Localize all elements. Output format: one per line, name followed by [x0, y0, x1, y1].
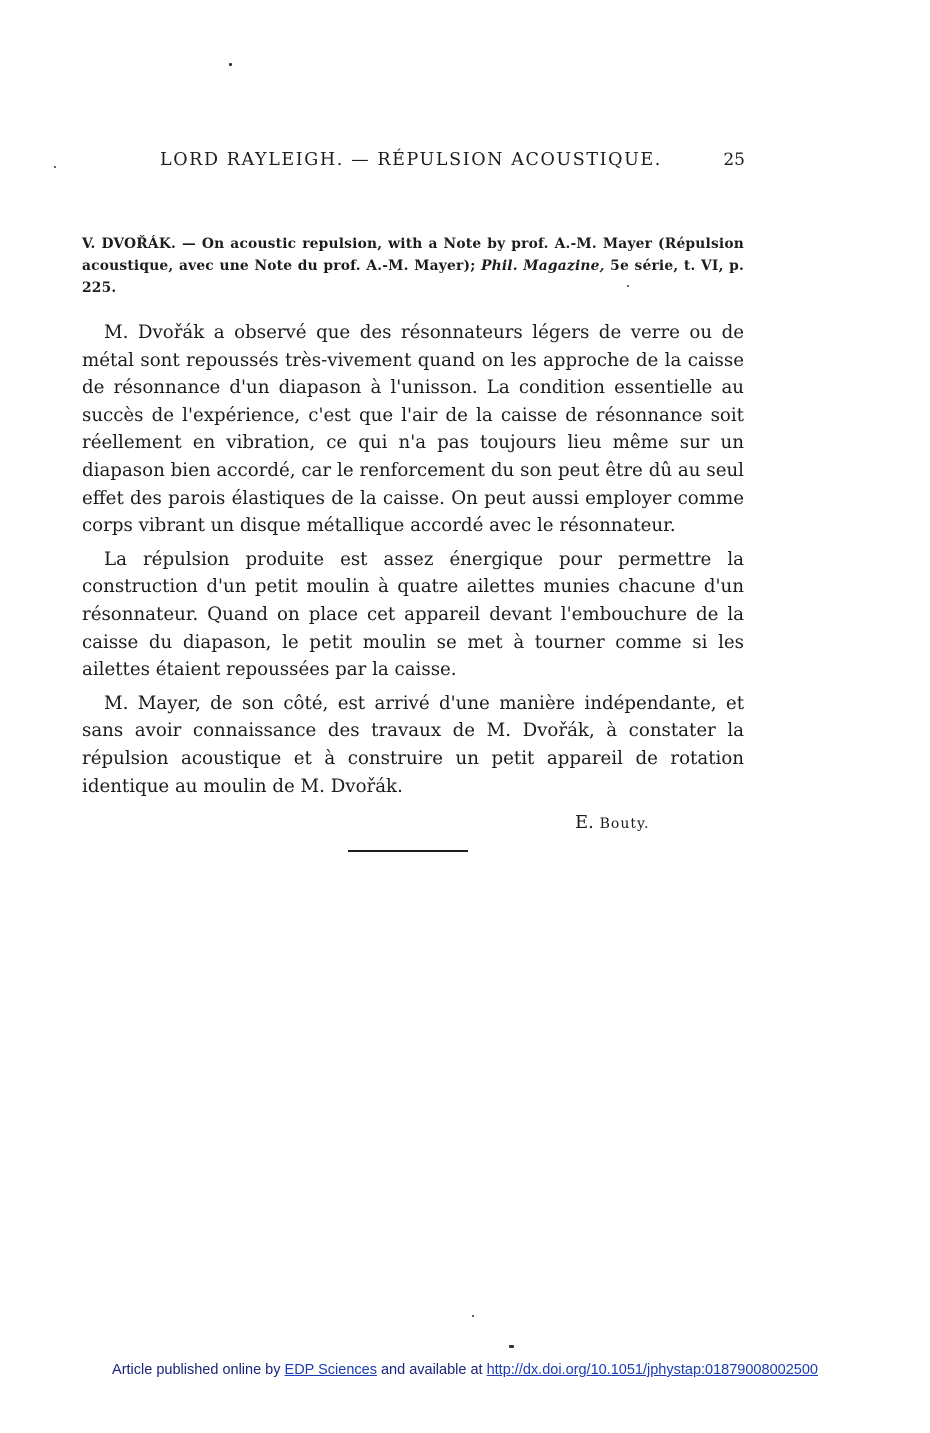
paragraph: M. Dvořák a observé que des résonnateurs légers de verre ou de métal sont repoussés très-vivement quand on les approche de la caisse de résonnance d'un diapason à l'unisson. La condition essentielle au succès de l'expérience, c'est que l'air de la caisse de résonnance soit réellement en vibration, ce qui n'a pas toujours lieu même sur un diapason bien accordé, car le renforcement du son peut être dû au seul effet des parois élastiques de la caisse. On peut aussi employer comme corps vibrant un disque métallique accordé avec le résonnateur.	[82, 322, 744, 537]
page-number: 25	[723, 150, 745, 170]
running-title: LORD RAYLEIGH. — RÉPULSION ACOUSTIQUE.	[160, 150, 662, 170]
end-rule	[348, 850, 468, 852]
page-header	[80, 150, 745, 176]
scan-speck	[509, 1345, 514, 1348]
doi-link[interactable]: http://dx.doi.org/10.1051/jphystap:01879008002500	[486, 1362, 818, 1378]
reference-series: 5e série, t. VI, p. 225.	[82, 258, 744, 296]
bibliographic-reference	[82, 233, 744, 299]
publication-footer	[0, 1362, 930, 1378]
reference-journal: Phil. Magazine,	[481, 258, 605, 274]
reference-citation: V. DVOŘÁK. — On acoustic repulsion, with a Note by prof. A.-M. Mayer (Répulsion acoustique, avec une Note du prof. A.-M. Mayer);	[82, 236, 744, 274]
footer-middle: and available at	[380, 1362, 483, 1378]
author-signature	[575, 812, 649, 833]
scan-speck	[54, 166, 56, 168]
paragraph: M. Mayer, de son côté, est arrivé d'une manière indépendante, et sans avoir connaissance des travaux de M. Dvořák, à constater la répulsion acoustique et à construire un petit appareil de rotation identique au moulin de M. Dvořák.	[82, 692, 744, 797]
scan-speck	[472, 1315, 474, 1317]
scan-speck	[229, 63, 232, 66]
publisher-link[interactable]: EDP Sciences	[284, 1362, 377, 1378]
footer-prefix: Article published online by	[112, 1362, 281, 1378]
signature-initial: E.	[575, 812, 594, 833]
signature-name: Bouty.	[599, 816, 650, 832]
paragraph: La répulsion produite est assez énergique pour permettre la construction d'un petit moulin à quatre ailettes munies chacune d'un résonnateur. Quand on place cet appareil devant l'embouchure de la caisse du diapason, le petit moulin se met à tourner comme si les ailettes étaient repoussées par la caisse.	[82, 548, 744, 681]
article-body	[82, 319, 744, 806]
